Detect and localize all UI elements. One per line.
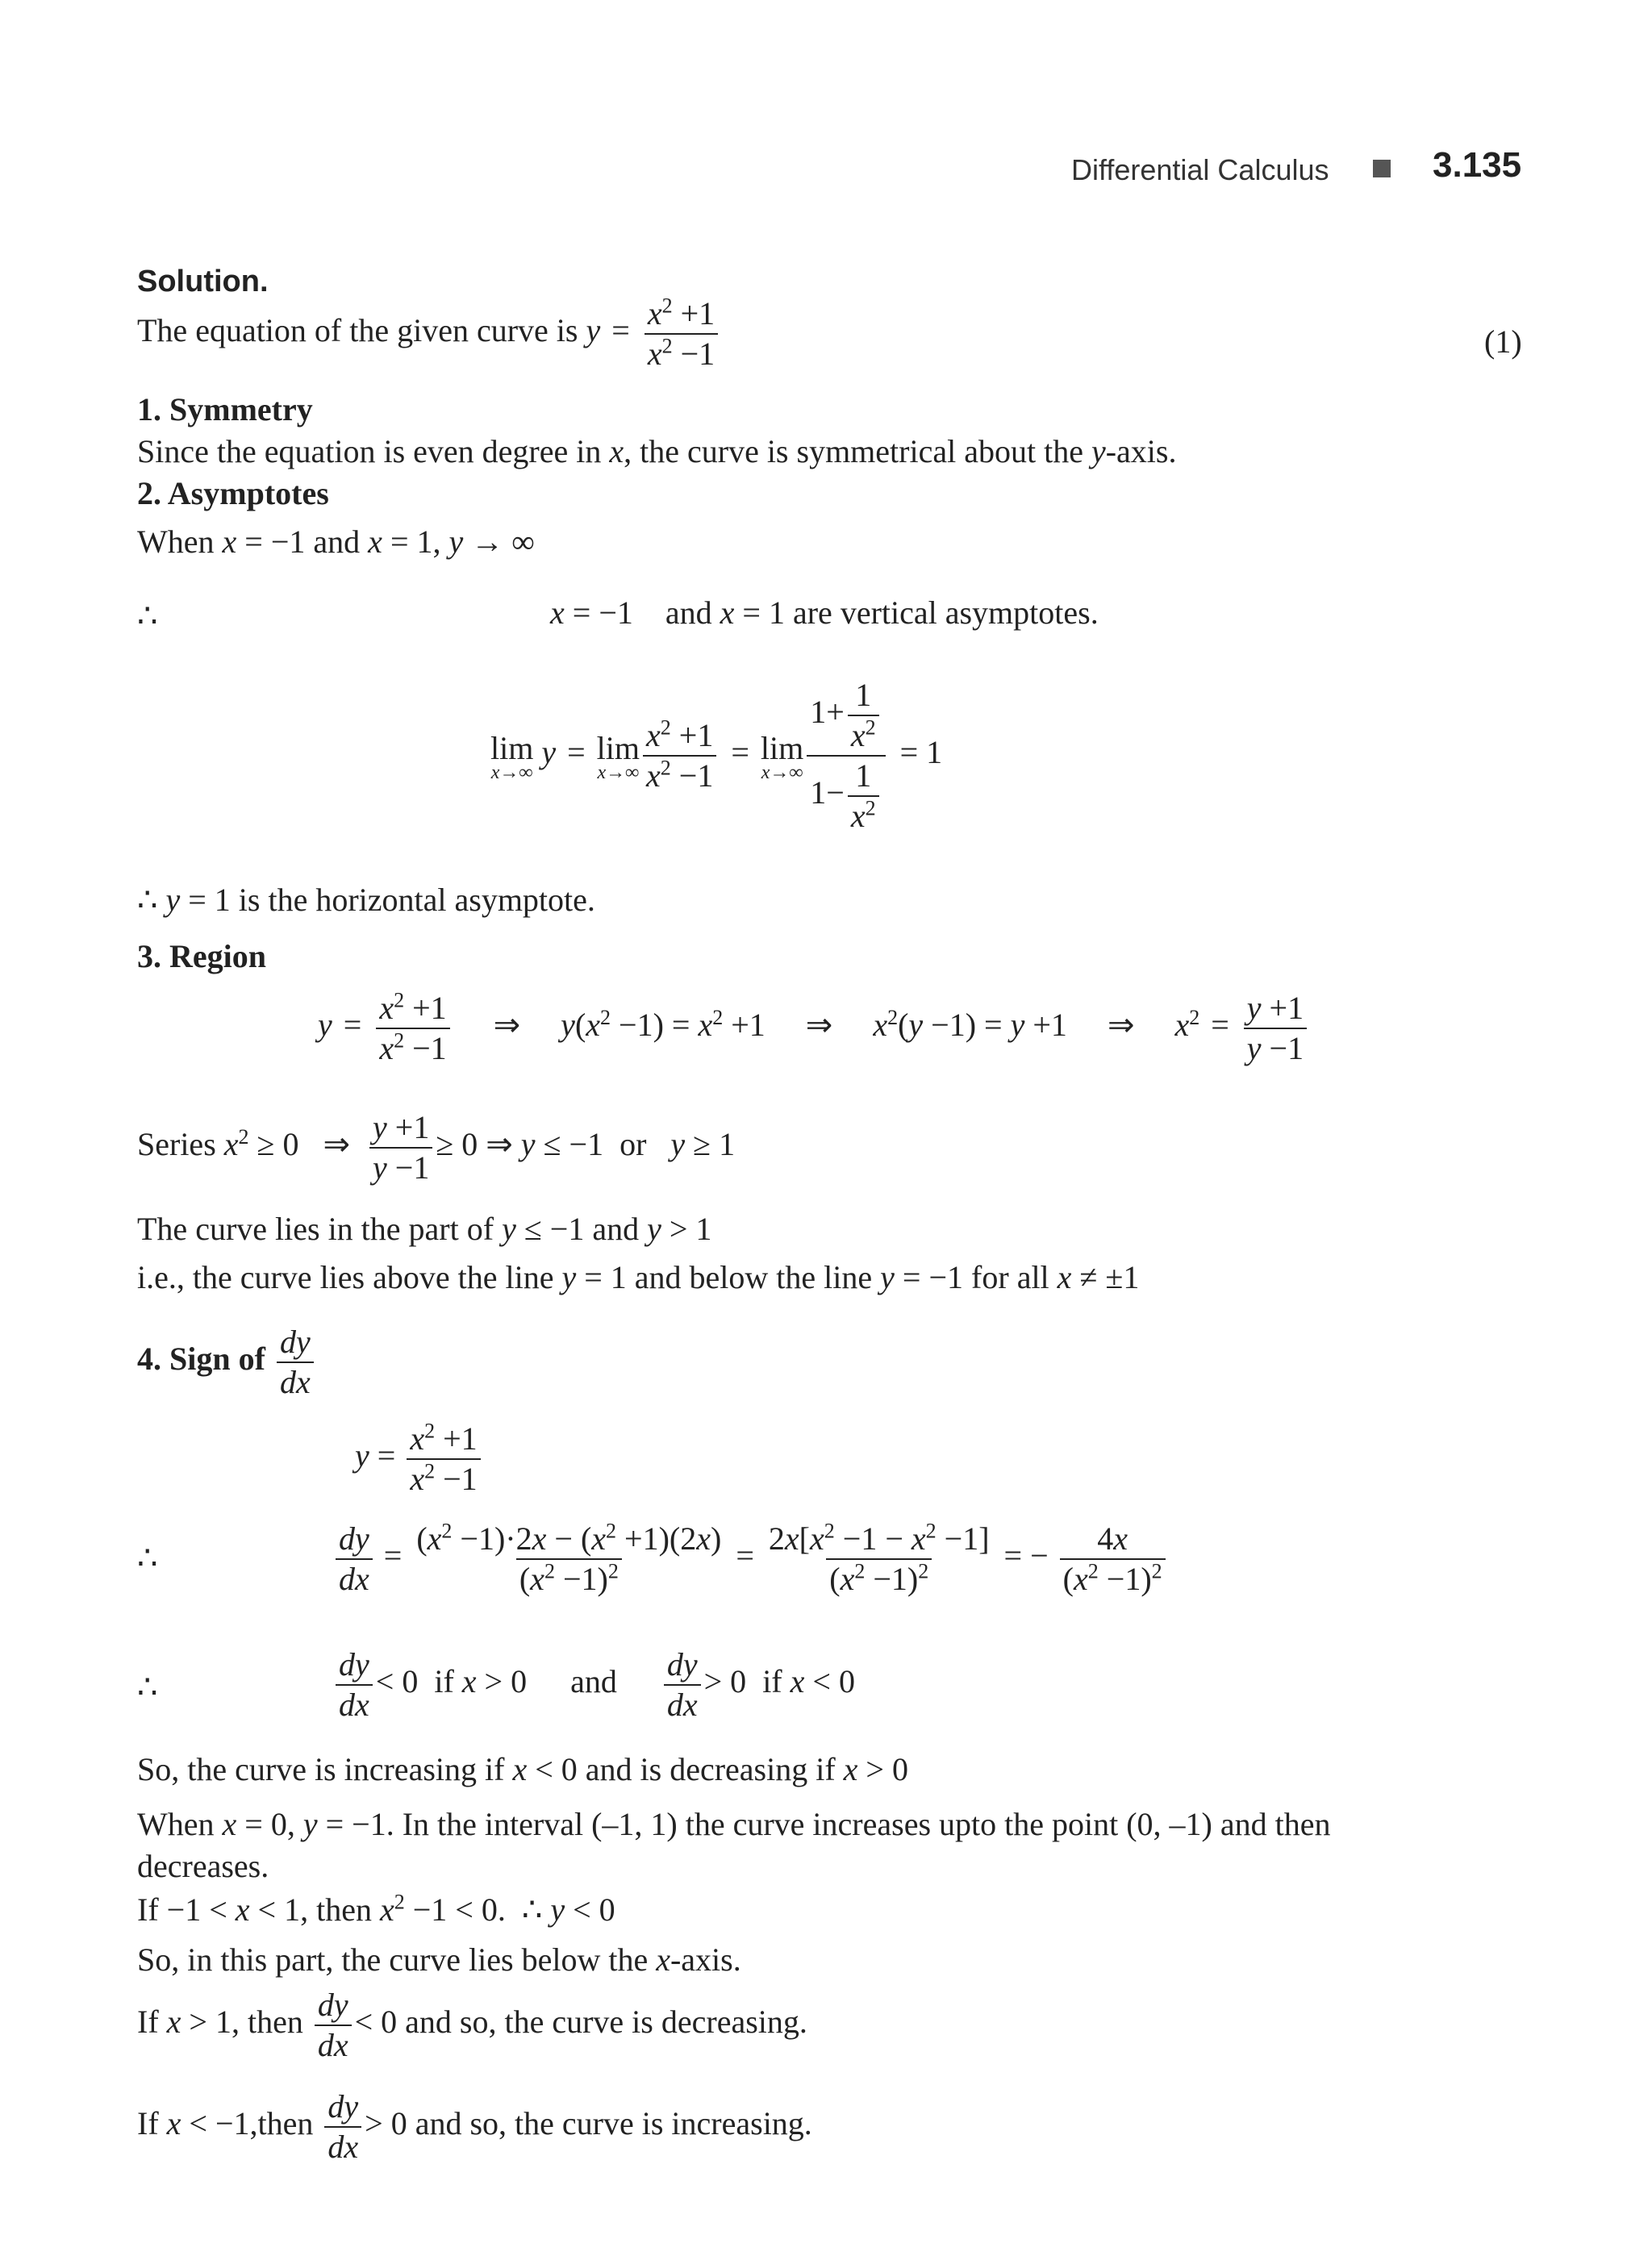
below-axis-line: So, in this part, the curve lies below the x-axis. (137, 1941, 741, 1978)
region-line-2: i.e., the curve lies above the line y = 1 and below the line y = −1 for all x ≠ ±1 (137, 1259, 1140, 1295)
asymptote-when: When x = −1 and x = 1, y → ∞ (137, 523, 535, 560)
limit-equation: lim x→∞ y = lim x→∞ $\frac{x^2 +1}{x^2 -1}$ = lim x→∞ 1+ $\frac{1}{x^2}$ 1− $\frac{1}{x^2}$ = 1 (490, 677, 943, 834)
therefore-symbol-3: ∴ (137, 1669, 158, 1705)
heading-symmetry: 1. Symmetry (137, 391, 313, 427)
series-line: Series $x^2 \ge 0$ ⇒ $\frac{y +1}{y -1}$ ≥ 0 ⇒ y ≤ −1 or y ≥ 1 (137, 1109, 736, 1186)
horizontal-asymptote-line: ∴ y = 1 is the horizontal asymptote. (137, 882, 595, 918)
sign-conditions: $\frac{dy}{dx}$ < 0 if x > 0 and $\frac{dy}{dx}$ > 0 if x < 0 (332, 1645, 855, 1724)
increasing-decreasing-line: So, the curve is increasing if x < 0 and is decreasing if x > 0 (137, 1751, 908, 1787)
heading-asymptotes: 2. Asymptotes (137, 475, 329, 511)
equation-number: (1) (1484, 323, 1522, 360)
vertical-asymptote-line: x = −1 and x = 1 are vertical asymptotes. (550, 594, 1099, 631)
intro-line: The equation of the given curve is y = $\frac{x^2 +1}{x^2 -1}$ (137, 294, 721, 373)
therefore-symbol-2: ∴ (137, 1540, 158, 1576)
symmetry-text: Since the equation is even degree in x, the curve is symmetrical about the y-axis. (137, 433, 1177, 469)
when-x-zero-line: When x = 0, y = −1. In the interval (–1, 1) the curve increases upto the point (0, –1) and then (137, 1806, 1331, 1842)
intro-text: The equation of the given curve is (137, 312, 578, 349)
therefore-symbol: ∴ (137, 598, 158, 634)
header-square-icon (1373, 160, 1391, 181)
heading-sign: 4. Sign of $\frac{dy}{dx}$ (137, 1323, 317, 1402)
y-equation: y = $\frac{x^2 +1}{x^2 -1}$ (355, 1420, 484, 1499)
region-line-1: The curve lies in the part of y ≤ −1 and y > 1 (137, 1211, 712, 1247)
derivative-equation: $\frac{dy}{dx}$ = $\frac{(x^2 -1)\cdot 2x - (x^2 +1)(2x)}{(x^2 -1)^2}$ = $\frac{2x[x^2 -1 - x^2 -1]}{(x^2 -1)^2}$ = − $\frac{4x}{(x^2 -1)^2}$ (332, 1520, 1169, 1599)
heading-region: 3. Region (137, 938, 266, 974)
interval-line: If −1 < x < 1, then $x^2 -1 < 0$. ∴ y < 0 (137, 1890, 615, 1928)
running-title: Differential Calculus (1071, 153, 1329, 186)
region-derivation: y = $\frac{x^2 +1}{x^2 -1}$ ⇒ $y(x^2 -1) = x^2 +1$ ⇒ $x^2(y -1) = y +1$ ⇒ $x^2$ = $\frac{y +1}{y -1}$ (318, 989, 1310, 1068)
decreases-line: decreases. (137, 1848, 269, 1884)
x-greater-one-line: If x > 1, then $\frac{dy}{dx}$ < 0 and so, the curve is decreasing. (137, 1987, 807, 2063)
x-less-minus-one-line: If x < −1,then $\frac{dy}{dx}$ > 0 and so, the curve is increasing. (137, 2088, 812, 2165)
solution-label: Solution. (137, 265, 269, 298)
page-number: 3.135 (1433, 145, 1522, 185)
